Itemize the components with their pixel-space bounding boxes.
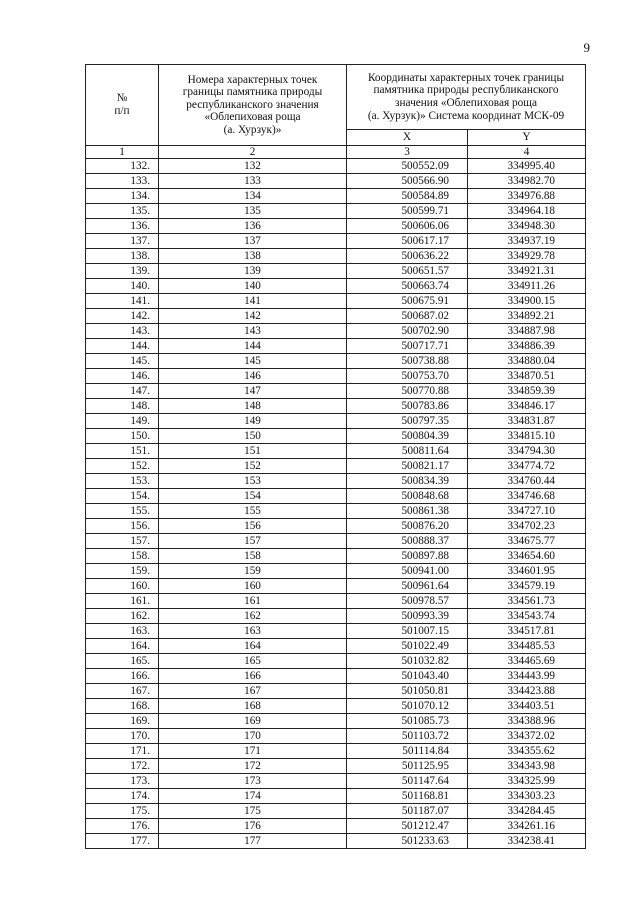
table-row [86,804,586,819]
coordinate-y-cell: 334892.21 [468,309,586,324]
coordinate-y-cell: 334727.10 [468,504,586,519]
point-number-cell: 174 [159,789,347,804]
table-row [86,264,586,279]
coordinate-x-cell: 501085.73 [347,714,468,729]
point-number-cell: 164 [159,639,347,654]
coordinate-x-cell: 500606.06 [347,219,468,234]
coordinate-x-cell: 500834.39 [347,474,468,489]
coordinate-y-cell: 334929.78 [468,249,586,264]
coordinate-y-cell: 334372.02 [468,729,586,744]
coordinate-y-cell: 334238.41 [468,834,586,849]
coordinate-y-cell: 334859.39 [468,384,586,399]
table-row [86,459,586,474]
coordinate-x-cell: 500584.89 [347,189,468,204]
table-row [86,759,586,774]
row-number-cell: 172. [86,759,159,774]
row-number-cell: 145. [86,354,159,369]
coordinate-x-cell: 500599.71 [347,204,468,219]
header-coords-line: значения «Облепиховая роща [395,97,537,109]
row-number-cell: 143. [86,324,159,339]
table-row [86,279,586,294]
point-number-cell: 153 [159,474,347,489]
point-number-cell: 152 [159,459,347,474]
row-number-cell: 139. [86,264,159,279]
table-row [86,399,586,414]
row-number-cell: 155. [86,504,159,519]
row-number-cell: 153. [86,474,159,489]
row-number-cell: 173. [86,774,159,789]
row-number-cell: 150. [86,429,159,444]
coordinate-x-cell: 500797.35 [347,414,468,429]
point-number-cell: 134 [159,189,347,204]
point-number-cell: 171 [159,744,347,759]
point-number-cell: 169 [159,714,347,729]
coordinate-x-cell: 501022.49 [347,639,468,654]
header-points-line: границы памятника природы [182,86,323,99]
coordinate-y-cell: 334911.26 [468,279,586,294]
coordinate-y-cell: 334543.74 [468,609,586,624]
coordinate-y-cell: 334702.23 [468,519,586,534]
table-row [86,669,586,684]
point-number-cell: 176 [159,819,347,834]
table-row [86,294,586,309]
row-number-cell: 142. [86,309,159,324]
coordinate-x-cell: 501233.63 [347,834,468,849]
row-number-cell: 167. [86,684,159,699]
row-number-cell: 171. [86,744,159,759]
table-row [86,729,586,744]
point-number-cell: 149 [159,414,347,429]
point-number-cell: 142 [159,309,347,324]
header-points-line: республиканского значения [186,98,319,111]
table-row [86,414,586,429]
row-number-cell: 175. [86,804,159,819]
coordinate-y-cell: 334774.72 [468,459,586,474]
coordinate-x-cell: 500811.64 [347,444,468,459]
point-number-cell: 168 [159,699,347,714]
row-number-cell: 147. [86,384,159,399]
point-number-cell: 158 [159,549,347,564]
coordinate-y-cell: 334794.30 [468,444,586,459]
row-number-cell: 149. [86,414,159,429]
table-row [86,564,586,579]
point-number-cell: 151 [159,444,347,459]
coordinate-x-cell: 500687.02 [347,309,468,324]
coordinate-x-cell: 500663.74 [347,279,468,294]
table-row [86,339,586,354]
coordinate-x-cell: 500753.70 [347,369,468,384]
table-row [86,579,586,594]
point-number-cell: 132 [159,159,347,174]
coordinate-x-cell: 501168.81 [347,789,468,804]
coordinate-y-cell: 334948.30 [468,219,586,234]
header-coords-line: Координаты характерных точек границы [367,71,565,84]
row-number-cell: 141. [86,294,159,309]
coordinate-x-cell: 501070.12 [347,699,468,714]
column-number-4: 4 [468,146,586,159]
coordinate-y-cell: 334485.53 [468,639,586,654]
coordinate-x-cell: 501114.84 [347,744,468,759]
header-points-line: (а. Хурзук)» [223,123,282,136]
row-number-cell: 176. [86,819,159,834]
point-number-cell: 172 [159,759,347,774]
point-number-cell: 140 [159,279,347,294]
coordinate-x-cell: 500702.90 [347,324,468,339]
point-number-cell: 167 [159,684,347,699]
table-row [86,594,586,609]
coordinate-y-cell: 334815.10 [468,429,586,444]
coordinate-y-cell: 334579.19 [468,579,586,594]
coordinate-y-cell: 334343.98 [468,759,586,774]
row-number-cell: 177. [86,834,159,849]
coordinate-y-cell: 334517.81 [468,624,586,639]
row-number-cell: 174. [86,789,159,804]
point-number-cell: 170 [159,729,347,744]
table-row [86,714,586,729]
coordinate-x-cell: 500848.68 [347,489,468,504]
point-number-cell: 156 [159,519,347,534]
table-row [86,234,586,249]
header-x: X [347,130,468,146]
table-row [86,174,586,189]
coordinate-x-cell: 500978.57 [347,594,468,609]
table-row [86,189,586,204]
coordinate-x-cell: 500636.22 [347,249,468,264]
table-row [86,309,586,324]
point-number-cell: 175 [159,804,347,819]
row-number-cell: 158. [86,549,159,564]
coordinate-y-cell: 334880.04 [468,354,586,369]
row-number-cell: 159. [86,564,159,579]
row-number-cell: 162. [86,609,159,624]
header-number-abbrev: п/п [114,105,130,117]
table-row [86,384,586,399]
point-number-cell: 138 [159,249,347,264]
coordinate-x-cell: 500821.17 [347,459,468,474]
table-row [86,369,586,384]
coordinate-y-cell: 334995.40 [468,159,586,174]
table-body [86,159,586,849]
header-point-numbers [159,65,347,146]
table-row [86,489,586,504]
coordinate-x-cell: 500717.71 [347,339,468,354]
coordinate-x-cell: 501147.64 [347,774,468,789]
row-number-cell: 166. [86,669,159,684]
point-number-cell: 177 [159,834,347,849]
coordinate-y-cell: 334675.77 [468,534,586,549]
table-row [86,429,586,444]
row-number-cell: 137. [86,234,159,249]
table-row [86,444,586,459]
coordinate-x-cell: 500651.57 [347,264,468,279]
coordinate-y-cell: 334846.17 [468,399,586,414]
header-row-number [86,65,159,146]
table-row [86,324,586,339]
coordinate-y-cell: 334886.39 [468,339,586,354]
coordinate-y-cell: 334325.99 [468,774,586,789]
coordinate-y-cell: 334760.44 [468,474,586,489]
coordinate-x-cell: 500738.88 [347,354,468,369]
table-row [86,159,586,174]
coordinate-y-cell: 334964.18 [468,204,586,219]
coordinate-x-cell: 501103.72 [347,729,468,744]
coordinate-x-cell: 500783.86 [347,399,468,414]
table-row [86,249,586,264]
coordinates-table [85,64,586,849]
table-row [86,744,586,759]
table-row [86,519,586,534]
row-number-cell: 160. [86,579,159,594]
point-number-cell: 162 [159,609,347,624]
point-number-cell: 146 [159,369,347,384]
header-coords-line: памятника природы республиканского [373,84,559,97]
coordinate-x-cell: 501212.47 [347,819,468,834]
coordinate-x-cell: 500897.88 [347,549,468,564]
row-number-cell: 132. [86,159,159,174]
point-number-cell: 160 [159,579,347,594]
row-number-cell: 133. [86,174,159,189]
point-number-cell: 144 [159,339,347,354]
coordinate-y-cell: 334403.51 [468,699,586,714]
header-coordinates [347,65,586,130]
coordinate-y-cell: 334887.98 [468,324,586,339]
coordinate-y-cell: 334443.99 [468,669,586,684]
coordinate-x-cell: 500617.17 [347,234,468,249]
table-row [86,474,586,489]
coordinate-y-cell: 334746.68 [468,489,586,504]
row-number-cell: 165. [86,654,159,669]
coordinate-y-cell: 334870.51 [468,369,586,384]
row-number-cell: 154. [86,489,159,504]
table-row [86,654,586,669]
coordinate-x-cell: 501050.81 [347,684,468,699]
row-number-cell: 136. [86,219,159,234]
coordinate-x-cell: 500804.39 [347,429,468,444]
coordinate-x-cell: 500861.38 [347,504,468,519]
coordinate-y-cell: 334831.87 [468,414,586,429]
table-row [86,639,586,654]
coordinate-x-cell: 500876.20 [347,519,468,534]
row-number-cell: 169. [86,714,159,729]
row-number-cell: 138. [86,249,159,264]
header-points-line: «Облепиховая роща [204,111,301,124]
coordinate-x-cell: 500888.37 [347,534,468,549]
header-points-line: Номера характерных точек [187,73,318,86]
table-row [86,774,586,789]
coordinate-y-cell: 334921.31 [468,264,586,279]
coordinate-x-cell: 500993.39 [347,609,468,624]
point-number-cell: 139 [159,264,347,279]
row-number-cell: 152. [86,459,159,474]
row-number-cell: 146. [86,369,159,384]
row-number-cell: 170. [86,729,159,744]
point-number-cell: 141 [159,294,347,309]
point-number-cell: 154 [159,489,347,504]
coordinate-y-cell: 334303.23 [468,789,586,804]
coordinate-x-cell: 501125.95 [347,759,468,774]
point-number-cell: 165 [159,654,347,669]
coordinate-y-cell: 334937.19 [468,234,586,249]
coordinate-y-cell: 334601.95 [468,564,586,579]
row-number-cell: 164. [86,639,159,654]
point-number-cell: 135 [159,204,347,219]
coordinate-y-cell: 334284.45 [468,804,586,819]
coordinate-x-cell: 501032.82 [347,654,468,669]
table-row [86,219,586,234]
point-number-cell: 147 [159,384,347,399]
row-number-cell: 156. [86,519,159,534]
point-number-cell: 163 [159,624,347,639]
coordinate-y-cell: 334982.70 [468,174,586,189]
coordinate-x-cell: 501007.15 [347,624,468,639]
coordinate-x-cell: 500552.09 [347,159,468,174]
row-number-cell: 140. [86,279,159,294]
coordinate-y-cell: 334976.88 [468,189,586,204]
column-number-3: 3 [347,146,468,159]
table-row [86,549,586,564]
point-number-cell: 143 [159,324,347,339]
page-number: 9 [583,40,590,55]
table-row [86,624,586,639]
table-row [86,609,586,624]
point-number-cell: 161 [159,594,347,609]
coordinate-y-cell: 334900.15 [468,294,586,309]
table-row [86,504,586,519]
coordinate-x-cell: 500675.91 [347,294,468,309]
table-row [86,684,586,699]
coordinate-x-cell: 500566.90 [347,174,468,189]
coordinate-y-cell: 334355.62 [468,744,586,759]
point-number-cell: 166 [159,669,347,684]
point-number-cell: 155 [159,504,347,519]
row-number-cell: 135. [86,204,159,219]
header-number-sign: № [116,92,128,105]
coordinate-x-cell: 501043.40 [347,669,468,684]
row-number-cell: 157. [86,534,159,549]
point-number-cell: 136 [159,219,347,234]
point-number-cell: 150 [159,429,347,444]
point-number-cell: 157 [159,534,347,549]
row-number-cell: 144. [86,339,159,354]
coordinate-y-cell: 334388.96 [468,714,586,729]
coordinate-x-cell: 500770.88 [347,384,468,399]
coordinate-x-cell: 500941.00 [347,564,468,579]
table-row [86,819,586,834]
column-number-1: 1 [86,146,159,159]
row-number-cell: 168. [86,699,159,714]
coordinate-y-cell: 334465.69 [468,654,586,669]
point-number-cell: 173 [159,774,347,789]
coordinate-y-cell: 334423.88 [468,684,586,699]
point-number-cell: 133 [159,174,347,189]
point-number-cell: 159 [159,564,347,579]
coordinate-x-cell: 501187.07 [347,804,468,819]
row-number-cell: 134. [86,189,159,204]
table-row [86,789,586,804]
header-coords-line: (а. Хурзук)» Система координат МСК-09 [367,109,565,122]
row-number-cell: 161. [86,594,159,609]
row-number-cell: 163. [86,624,159,639]
row-number-cell: 151. [86,444,159,459]
row-number-cell: 148. [86,399,159,414]
table-row [86,834,586,849]
table-row [86,534,586,549]
coordinate-y-cell: 334561.73 [468,594,586,609]
header-y: Y [468,130,586,146]
point-number-cell: 148 [159,399,347,414]
point-number-cell: 145 [159,354,347,369]
table-row [86,699,586,714]
table-row [86,354,586,369]
coordinate-x-cell: 500961.64 [347,579,468,594]
column-number-2: 2 [159,146,347,159]
coordinate-y-cell: 334654.60 [468,549,586,564]
coordinate-y-cell: 334261.16 [468,819,586,834]
table-row [86,204,586,219]
point-number-cell: 137 [159,234,347,249]
